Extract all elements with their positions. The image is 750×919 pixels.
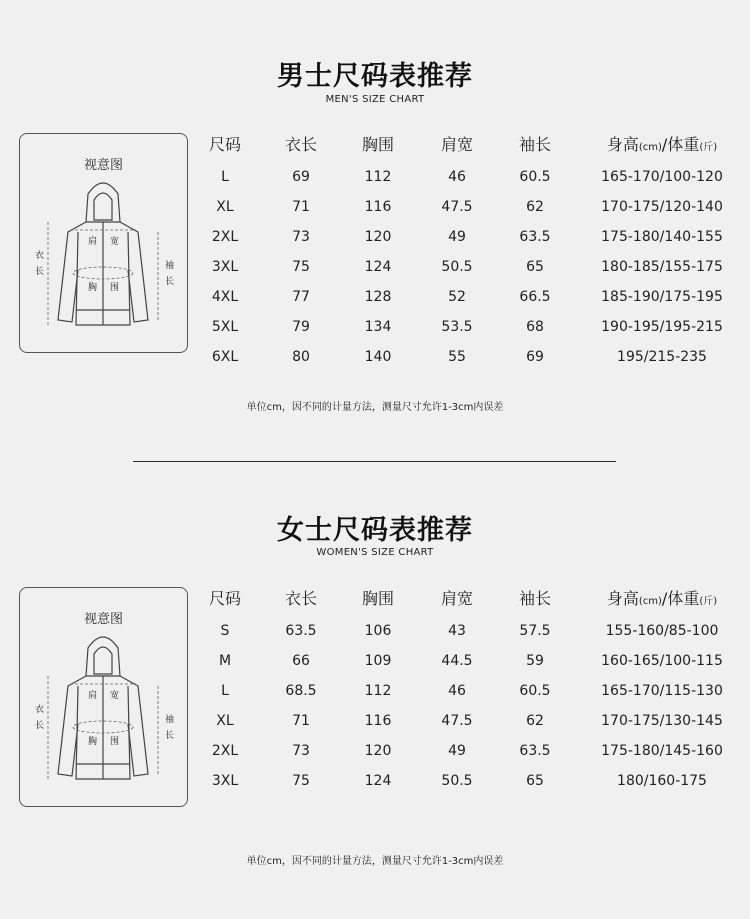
length-cell: 75 [292,259,310,275]
sleeve-cell: 62 [526,713,544,729]
women-diag-chest-b: 围 [110,737,120,747]
height-weight-cell: 160-165/100-115 [601,653,723,669]
sleeve-cell: 62 [526,199,544,215]
height-weight-cell: 175-180/145-160 [601,743,723,759]
chest-cell: 134 [364,319,392,335]
chest-cell: 120 [364,229,392,245]
men-diag-chest-a: 胸 [88,283,98,293]
height-weight-cell: 195/215-235 [617,349,707,365]
table-row [186,222,750,252]
size-cell: 6XL [211,349,239,365]
chest-cell: 120 [364,743,392,759]
men-title: 男士尺码表推荐 [277,61,473,92]
table-row [186,162,750,192]
men-header-weight-unit: (斤) [699,142,718,153]
table-row [186,342,750,372]
size-cell: 5XL [211,319,239,335]
length-cell: 66 [292,653,310,669]
women-diag-shoulder-b: 宽 [110,691,120,701]
men-diagram-box [19,133,188,353]
chest-cell: 112 [364,683,392,699]
men-jacket-diagram [28,170,178,340]
women-jacket-diagram [28,624,178,794]
table-row [186,282,750,312]
sleeve-cell: 59 [526,653,544,669]
size-cell: L [221,169,229,185]
size-cell: 3XL [211,259,239,275]
sleeve-cell: 60.5 [519,683,551,699]
shoulder-cell: 55 [448,349,466,365]
women-header-height-weight [574,584,750,617]
sleeve-cell: 65 [526,259,544,275]
height-weight-cell: 190-195/195-215 [601,319,723,335]
men-view-label: 视意图 [83,158,123,173]
women-header-height: 身高 [606,589,639,608]
table-row [186,646,750,676]
men-note: 单位cm，因不同的计量方法，测量尺寸允许1-3cm内误差 [246,402,504,413]
table-row [186,736,750,766]
men-diag-sleeve-b: 长 [165,277,175,287]
shoulder-cell: 47.5 [441,713,473,729]
women-header-chest: 胸围 [361,589,394,608]
size-cell: 2XL [211,743,239,759]
men-header-sleeve: 袖长 [518,135,551,154]
height-weight-cell: 180-185/155-175 [601,259,723,275]
shoulder-cell: 43 [448,623,466,639]
women-diag-sleeve-b: 长 [165,731,175,741]
length-cell: 63.5 [285,623,317,639]
chest-cell: 112 [364,169,392,185]
women-diag-sleeve-a: 袖 [165,715,175,725]
table-row [186,706,750,736]
women-note: 单位cm，因不同的计量方法，测量尺寸允许1-3cm内误差 [246,856,504,867]
shoulder-cell: 50.5 [441,259,473,275]
size-cell: XL [216,199,234,215]
table-row [186,192,750,222]
men-diag-shoulder-a: 肩 [88,237,98,247]
size-cell: M [218,653,232,669]
shoulder-cell: 50.5 [441,773,473,789]
sleeve-cell: 65 [526,773,544,789]
shoulder-cell: 46 [448,169,466,185]
shoulder-cell: 52 [448,289,466,305]
women-header-length: 衣长 [284,589,317,608]
women-header-row [186,584,750,614]
men-diag-length-b: 长 [35,267,45,277]
size-cell: 4XL [211,289,239,305]
men-header-row [186,130,750,160]
chest-cell: 109 [364,653,392,669]
sleeve-cell: 63.5 [519,229,551,245]
length-cell: 80 [292,349,310,365]
height-weight-cell: 165-170/100-120 [601,169,723,185]
men-header-length: 衣长 [284,135,317,154]
length-cell: 73 [292,743,310,759]
table-row [186,616,750,646]
shoulder-cell: 46 [448,683,466,699]
men-diag-sleeve-a: 袖 [165,261,175,271]
men-diag-shoulder-b: 宽 [110,237,120,247]
table-row [186,312,750,342]
length-cell: 79 [292,319,310,335]
men-header-height: 身高 [606,135,639,154]
men-header-size: 尺码 [208,135,241,154]
men-diag-length-a: 衣 [35,251,45,261]
length-cell: 75 [292,773,310,789]
sleeve-cell: 57.5 [519,623,551,639]
size-cell: L [221,683,229,699]
women-diag-length-a: 衣 [35,705,45,715]
section-divider [133,461,616,462]
height-weight-cell: 170-175/120-140 [601,199,723,215]
men-header-weight: /体重 [661,135,700,154]
men-header-height-unit: (cm) [638,142,662,153]
men-subtitle: MEN'S SIZE CHART [325,94,425,105]
women-header-shoulder: 肩宽 [440,589,473,608]
length-cell: 71 [292,199,310,215]
men-header-chest: 胸围 [361,135,394,154]
shoulder-cell: 44.5 [441,653,473,669]
shoulder-cell: 53.5 [441,319,473,335]
height-weight-cell: 165-170/115-130 [601,683,723,699]
sleeve-cell: 69 [526,349,544,365]
table-row [186,766,750,796]
height-weight-cell: 180/160-175 [617,773,707,789]
women-diag-length-b: 长 [35,721,45,731]
women-diagram-box [19,587,188,807]
sleeve-cell: 63.5 [519,743,551,759]
size-cell: 2XL [211,229,239,245]
chest-cell: 116 [364,713,392,729]
table-row [186,676,750,706]
table-row [186,252,750,282]
chest-cell: 106 [364,623,392,639]
women-title: 女士尺码表推荐 [277,515,473,546]
shoulder-cell: 49 [448,743,466,759]
women-header-sleeve: 袖长 [518,589,551,608]
women-header-weight: /体重 [661,589,700,608]
height-weight-cell: 185-190/175-195 [601,289,723,305]
shoulder-cell: 49 [448,229,466,245]
length-cell: 71 [292,713,310,729]
women-view-label: 视意图 [83,612,123,627]
women-header-weight-unit: (斤) [699,596,718,607]
length-cell: 69 [292,169,310,185]
sleeve-cell: 66.5 [519,289,551,305]
chest-cell: 116 [364,199,392,215]
chest-cell: 140 [364,349,392,365]
length-cell: 73 [292,229,310,245]
men-header-shoulder: 肩宽 [440,135,473,154]
women-header-size: 尺码 [208,589,241,608]
shoulder-cell: 47.5 [441,199,473,215]
length-cell: 68.5 [285,683,317,699]
size-cell: S [220,623,230,639]
height-weight-cell: 155-160/85-100 [605,623,719,639]
length-cell: 77 [292,289,310,305]
chest-cell: 128 [364,289,392,305]
size-cell: XL [216,713,234,729]
sleeve-cell: 60.5 [519,169,551,185]
height-weight-cell: 175-180/140-155 [601,229,723,245]
women-header-height-unit: (cm) [638,596,662,607]
women-diag-shoulder-a: 肩 [88,691,98,701]
size-cell: 3XL [211,773,239,789]
men-header-height-weight [574,130,750,163]
women-diag-chest-a: 胸 [88,737,98,747]
men-diag-chest-b: 围 [110,283,120,293]
sleeve-cell: 68 [526,319,544,335]
height-weight-cell: 170-175/130-145 [601,713,723,729]
women-subtitle: WOMEN'S SIZE CHART [316,547,434,558]
chest-cell: 124 [364,259,392,275]
chest-cell: 124 [364,773,392,789]
